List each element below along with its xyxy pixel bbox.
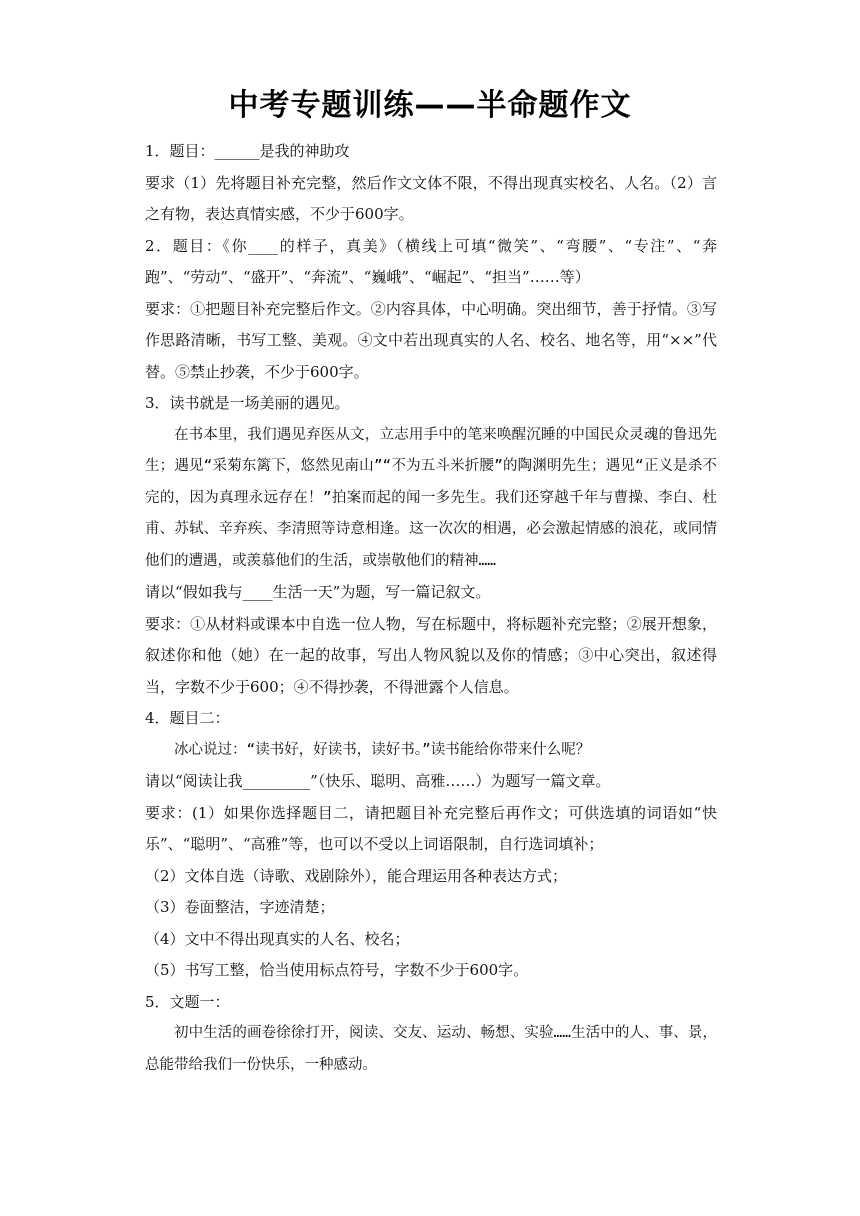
q4-material: 冰心说过：“读书好，好读书，读好书。”读书能给你带来什么呢？ [174,741,591,758]
q4-requirement-1: 要求：(1）如果你选择题目二，请把题目补充完整后再作文；可供选填的词语如“快乐”、“聪明”、“高雅”等，也可以不受以上词语限制，自行选词填补； [145,803,717,853]
q1-requirements: 要求（1）先将题目补充完整，然后作文文体不限，不得出现真实校名、人名。（2）言之有物，表达真情实感，不少于600字。 [145,173,717,223]
q5-prompt: 5．文题一： [145,992,230,1011]
q4-requirement-2: （2）文体自选（诗歌、戏剧除外），能合理运用各种表达方式； [145,866,568,885]
q2-requirements: 要求：①把题目补充完整后作文。②内容具体，中心明确。突出细节，善于抒情。③写作思路清晰，书写工整、美观。④文中若出现真实的人名、校名、地名等，用“××”代替。⑤禁止抄袭，不少于600字。 [145,299,717,381]
q3-material: 在书本里，我们遇见弃医从文，立志用手中的笔来唤醒沉睡的中国民众灵魂的鲁迅先生；遇见“采菊东篱下，悠然见南山”“不为五斗米折腰”的陶渊明先生；遇见“正义是杀不完的，因为真理永远存在！”拍案而起的闻一多先生。我们还穿越千年与曹操、李白、杜甫、苏轼、辛弃疾、李清照等诗意相逢。这一次次的相遇，必会激起情感的浪花，或同情他们的遭遇，或羡慕他们的生活，或崇敬他们的精神…… [145,426,717,569]
q3-instruction: 请以“假如我与____生活一天”为题，写一篇记叙文。 [145,583,491,601]
document-body [145,136,717,1081]
q3-prompt: 3．读书就是一场美丽的遇见。 [145,394,350,412]
q4-requirement-4: （4）文中不得出现真实的人名、校名； [145,929,410,948]
q3-requirements: 要求：①从材料或课本中自选一位人物，写在标题中，将标题补充完整；②展开想象，叙述你和他（她）在一起的故事，写出人物风貌以及你的情感；③中心突出，叙述得当，字数不少于600；④不得抄袭，不得泄露个人信息。 [145,614,717,696]
q5-material: 初中生活的画卷徐徐打开，阅读、交友、运动、畅想、实验……生活中的人、事、景，总能带给我们一份快乐，一种感动。 [145,1025,717,1073]
q4-requirement-5: （5）书写工整，恰当使用标点符号，字数不少于600字。 [145,961,529,979]
q1-prompt: 1．题目：______是我的神助攻 [145,142,350,160]
q4-prompt: 4．题目二： [145,709,230,727]
q2-prompt: 2．题目：《你____的样子，真美》（横线上可填“微笑”、“弯腰”、“专注”、“奔跑”、“劳动”、“盛开”、“奔流”、“巍峨”、“崛起”、“担当”……等） [145,236,717,286]
q4-requirement-3: （3）卷面整洁，字迹清楚； [145,898,335,916]
document-title: 中考专题训练——半命题作文 [228,88,632,123]
q4-instruction: 请以“阅读让我_________”（快乐、聪明、高雅……）为题写一篇文章。 [145,772,611,790]
